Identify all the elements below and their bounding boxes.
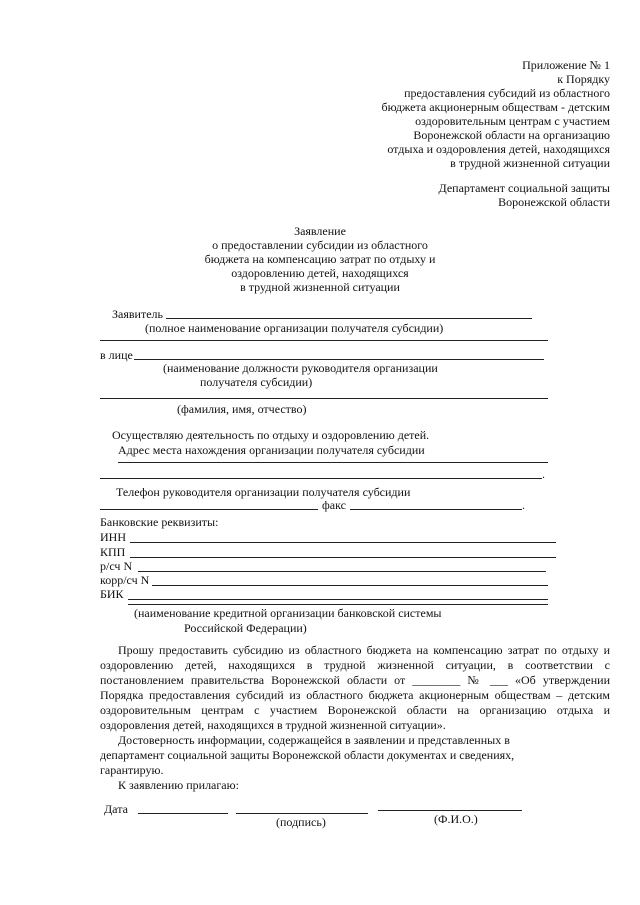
title-line: о предоставлении субсидии из областного [212,238,428,252]
title-line: бюджета на компенсацию затрат по отдыху и [204,252,436,266]
rs-field[interactable] [138,571,546,572]
attachments-label: К заявлению прилагаю: [118,778,239,792]
address-field-line2[interactable] [100,478,542,479]
date-field[interactable] [138,813,228,814]
request-line: Прошу предоставить субсидию из областного бюджета на компенсацию затрат по отдыху и [118,643,610,657]
inn-field[interactable] [130,542,556,543]
appendix-line: предоставления субсидий из областного [404,86,610,100]
bank-hint: Российской Федерации) [184,621,307,635]
fio-field[interactable] [100,398,548,399]
position-hint: получателя субсидии) [200,375,313,389]
bik-label: БИК [100,587,124,601]
certify-line: Достоверность информации, содержащейся в заявлении и представленных в [118,733,510,747]
fio-sign-hint: (Ф.И.О.) [434,812,478,826]
rs-label: р/сч N [100,559,133,573]
fio-sign-field[interactable] [378,810,522,811]
phone-label: Телефон руководителя организации получателя субсидии [116,485,411,499]
applicant-field-line2[interactable] [100,340,548,341]
fax-end-dot: . [522,498,525,512]
appendix-line: отдыха и оздоровления детей, находящихся [387,142,610,156]
phone-field[interactable] [100,509,318,510]
certify-line: гарантирую. [100,763,164,777]
appendix-line: Воронежской области на организацию [413,128,610,142]
request-line: оздоровлению детей, находящихся в трудной жизненной ситуации, в соответствии с [100,658,610,672]
appendix-line: бюджета акционерным обществам - детским [381,100,610,114]
appendix-line: Приложение № 1 [522,58,610,72]
kpp-label: КПП [100,545,126,559]
title-line: оздоровлению детей, находящихся [231,266,409,280]
bank-hint: (наименование кредитной организации банковской системы [134,606,442,620]
person-label: в лице [100,348,133,362]
fax-field[interactable] [350,509,522,510]
inn-label: ИНН [100,530,126,544]
appendix-line: в трудной жизненной ситуации [450,156,610,170]
bank-name-field[interactable] [128,604,548,605]
recipient-line: Воронежской области [498,195,610,209]
bik-field[interactable] [128,599,548,600]
applicant-hint: (полное наименование организации получателя субсидии) [145,321,444,335]
kpp-field[interactable] [130,557,556,558]
request-line: Порядка предоставления субсидий из областного бюджета акционерным обществам – детским [100,688,610,702]
position-field[interactable] [134,359,544,360]
certify-line: департамент социальной защиты Воронежской области документах и сведениях, [100,748,515,762]
fax-label: факс [322,498,346,512]
ks-field[interactable] [152,585,548,586]
appendix-line: оздоровительным центрам с участием [415,114,610,128]
address-label: Адрес места нахождения организации получателя субсидии [118,443,425,457]
title-line: в трудной жизненной ситуации [240,280,400,294]
appendix-line: к Порядку [557,72,610,86]
recipient-line: Департамент социальной защиты [438,181,610,195]
fio-hint: (фамилия, имя, отчество) [177,402,307,416]
address-field[interactable] [118,462,548,463]
position-hint: (наименование должности руководителя организации [163,361,438,375]
signature-field[interactable] [236,813,368,814]
request-line: оздоровительным центрам с участием Воронежской области на организацию отдыха и [100,703,610,717]
applicant-field[interactable] [166,318,532,319]
date-label: Дата [104,802,128,816]
bank-details-label: Банковские реквизиты: [100,515,219,529]
applicant-label: Заявитель [112,307,163,321]
request-line: постановлением правительства Воронежской области от ________ № ___ «Об утверждении [100,673,610,687]
request-line: оздоровления детей, находящихся в трудной жизненной ситуации». [100,718,446,732]
activity-text: Осуществляю деятельность по отдыху и оздоровлению детей. [112,428,430,442]
address-end-dot: . [542,467,545,481]
ks-label: корр/сч N [100,573,150,587]
title-line: Заявление [294,224,346,238]
signature-hint: (подпись) [276,815,326,829]
